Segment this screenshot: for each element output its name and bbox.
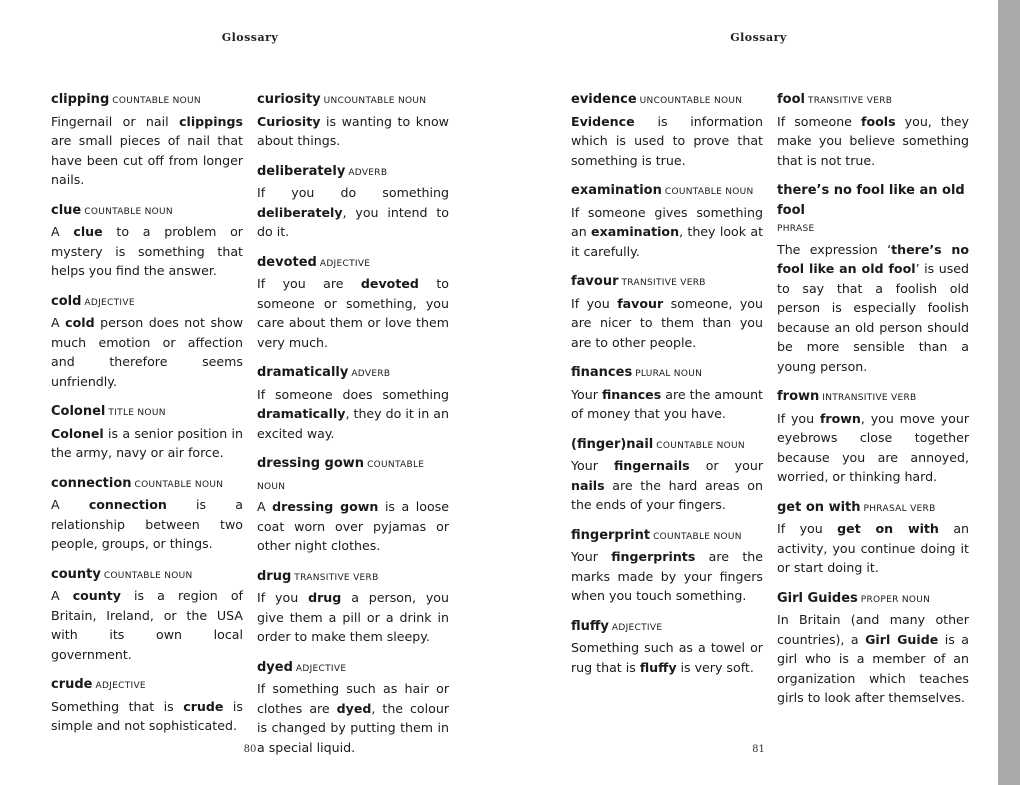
headword: county — [51, 566, 101, 582]
headword: connection — [51, 475, 132, 491]
definition: A connection is a relationship between two people, groups, or things. — [51, 497, 243, 551]
definition: Your fingerprints are the marks made by your fingers when you touch something. — [571, 549, 763, 603]
headword-line — [257, 253, 449, 275]
glossary-entry — [571, 617, 763, 678]
definition: The expression ‘there’s no fool like an old fool’ is used to say that a foolish old person is especially foolish because an old person should be more sensible than a young person. — [777, 241, 969, 374]
headword-line — [257, 162, 449, 184]
headword-line — [51, 565, 243, 587]
headword-line — [571, 90, 763, 112]
part-of-speech: COUNTABLE NOUN — [257, 460, 425, 492]
headword: dyed — [257, 659, 293, 675]
glossary-entry — [51, 402, 243, 463]
headword-line — [571, 363, 763, 385]
headword-line — [571, 272, 763, 294]
definition: Your fingernails or your nails are the hard areas on the ends of your fingers. — [571, 458, 763, 512]
definition: A county is a region of Britain, Ireland, or the USA with its own local government. — [51, 588, 243, 662]
part-of-speech: INTRANSITIVE VERB — [822, 393, 917, 403]
headword-line — [777, 387, 969, 409]
part-of-speech: UNCOUNTABLE NOUN — [323, 96, 427, 106]
definition: A cold person does not show much emotion or affection and therefore seems unfriendly. — [51, 315, 243, 389]
definition: If you drug a person, you give them a pill or a drink in order to make them sleepy. — [257, 590, 449, 644]
headword: favour — [571, 274, 619, 289]
part-of-speech: PHRASE — [777, 224, 815, 234]
part-of-speech: ADJECTIVE — [95, 681, 146, 691]
part-of-speech: ADJECTIVE — [611, 622, 663, 633]
definition: If you get on with an activity, you continue doing it or start doing it. — [777, 521, 970, 575]
glossary-entry — [51, 675, 243, 736]
definition: Evidence is information which is used to prove that something is true. — [571, 113, 763, 168]
glossary-entry — [257, 658, 449, 758]
glossary-entry — [777, 387, 969, 487]
glossary-entry — [777, 181, 969, 376]
definition: Colonel is a senior position in the army, navy or air force. — [51, 425, 243, 460]
glossary-entry — [777, 90, 969, 170]
glossary-entry — [51, 565, 243, 665]
headword-line — [257, 90, 449, 112]
part-of-speech: COUNTABLE NOUN — [103, 570, 193, 581]
headword: (finger)nail — [571, 436, 654, 452]
left-page — [0, 0, 500, 785]
part-of-speech: COUNTABLE NOUN — [653, 531, 742, 542]
part-of-speech: ADJECTIVE — [295, 663, 347, 674]
headword: Colonel — [51, 404, 106, 419]
glossary-entry — [257, 162, 449, 242]
glossary-entry — [571, 363, 763, 424]
headword: dramatically — [257, 365, 349, 380]
definition: If someone fools you, they make you believe something that is not true. — [777, 113, 969, 168]
definition: If someone gives something an examination, they look at it carefully. — [571, 204, 764, 259]
headword-line — [257, 658, 449, 680]
headword-line — [571, 617, 763, 639]
headword-line — [257, 363, 449, 385]
glossary-entry — [257, 90, 449, 151]
definition: Your finances are the amount of money that you have. — [571, 386, 763, 421]
headword-line — [51, 675, 243, 697]
glossary-entry — [571, 181, 763, 261]
headword: fluffy — [571, 618, 609, 634]
definition: If you frown, you move your eyebrows close together because you are annoyed, worried, or thinking hard. — [777, 410, 969, 484]
definition: In Britain (and many other countries), a Girl Guide is a girl who is a member of an organization which teaches girls to look after themselves. — [777, 612, 969, 705]
glossary-entry — [257, 253, 449, 353]
headword: Girl Guides — [777, 590, 858, 606]
glossary-entry — [257, 454, 449, 556]
glossary-entry — [51, 292, 243, 392]
headword-line — [51, 402, 243, 424]
right-page — [519, 0, 998, 785]
headword: devoted — [257, 254, 317, 270]
part-of-speech: COUNTABLE NOUN — [112, 96, 201, 106]
headword: crude — [51, 677, 93, 692]
window-edge-strip — [998, 0, 1020, 785]
part-of-speech: TRANSITIVE VERB — [294, 572, 379, 583]
headword-line — [777, 589, 969, 611]
part-of-speech: PROPER NOUN — [860, 594, 931, 605]
part-of-speech: TRANSITIVE VERB — [807, 96, 893, 106]
running-head: Glossary — [221, 31, 279, 44]
headword: fingerprint — [571, 527, 651, 543]
glossary-entry — [51, 90, 243, 190]
headword-line — [777, 90, 969, 112]
headword-line — [571, 181, 763, 203]
part-of-speech: ADVERB — [348, 167, 388, 178]
headword-line — [257, 454, 449, 497]
glossary-entry — [571, 526, 763, 606]
glossary-column — [571, 90, 763, 688]
headword: get on with — [777, 499, 861, 515]
part-of-speech: PHRASAL VERB — [863, 503, 936, 514]
glossary-entry — [257, 567, 449, 647]
definition: If something such as hair or clothes are dyed, the colour is changed by putting them in a special liquid. — [257, 681, 449, 755]
part-of-speech: ADVERB — [351, 369, 391, 379]
glossary-column — [777, 90, 969, 719]
definition: Something that is crude is simple and not sophisticated. — [51, 698, 243, 733]
definition: If you do something deliberately, you intend to do it. — [257, 185, 449, 239]
definition: Fingernail or nail clippings are small pieces of nail that have been cut off from longer nails. — [51, 113, 243, 187]
part-of-speech: PLURAL NOUN — [635, 369, 703, 379]
headword-line — [51, 474, 243, 496]
headword-line — [571, 526, 763, 548]
part-of-speech: TRANSITIVE VERB — [621, 278, 706, 288]
part-of-speech: COUNTABLE NOUN — [134, 479, 224, 490]
headword-line — [51, 201, 243, 223]
glossary-column — [51, 90, 243, 747]
headword: curiosity — [257, 92, 321, 107]
definition: A dressing gown is a loose coat worn over pyjamas or other night clothes. — [257, 499, 449, 553]
part-of-speech: ADJECTIVE — [319, 258, 371, 269]
part-of-speech: ADJECTIVE — [84, 297, 135, 308]
definition: Something such as a towel or rug that is fluffy is very soft. — [571, 640, 763, 675]
glossary-entry — [51, 201, 243, 281]
headword-line — [777, 181, 969, 240]
headword: drug — [257, 568, 292, 584]
glossary-entry — [777, 498, 969, 578]
headword: clipping — [51, 92, 110, 107]
headword: deliberately — [257, 163, 346, 179]
glossary-entry — [571, 435, 763, 515]
headword-line — [51, 292, 243, 314]
headword: fool — [777, 92, 805, 107]
definition: A clue to a problem or mystery is something that helps you find the answer. — [51, 224, 243, 278]
page-number: 80 — [243, 744, 257, 755]
definition: If someone does something dramatically, they do it in an excited way. — [257, 386, 449, 441]
definition: If you are devoted to someone or something, you care about them or love them very much. — [257, 276, 449, 350]
glossary-entry — [571, 90, 763, 170]
glossary-entry — [51, 474, 243, 554]
headword: examination — [571, 183, 662, 198]
headword: cold — [51, 293, 82, 309]
headword: clue — [51, 202, 82, 218]
page-number: 81 — [752, 744, 765, 755]
part-of-speech: COUNTABLE NOUN — [664, 187, 754, 197]
definition: If you favour someone, you are nicer to them than you are to other people. — [571, 295, 763, 350]
headword: frown — [777, 389, 820, 404]
glossary-column — [257, 90, 449, 768]
running-head: Glossary — [730, 31, 787, 44]
definition: Curiosity is wanting to know about things. — [257, 113, 449, 148]
headword-line — [571, 435, 763, 457]
glossary-entry — [777, 589, 969, 708]
part-of-speech: COUNTABLE NOUN — [656, 440, 745, 451]
headword-line — [257, 567, 449, 589]
headword: there’s no fool like an old fool — [777, 183, 965, 218]
headword-line — [51, 90, 243, 112]
part-of-speech: COUNTABLE NOUN — [84, 206, 173, 217]
headword-line — [777, 498, 969, 520]
headword: evidence — [571, 92, 637, 107]
glossary-entry — [257, 363, 449, 443]
part-of-speech: UNCOUNTABLE NOUN — [639, 96, 743, 106]
part-of-speech: TITLE NOUN — [108, 408, 166, 418]
headword: dressing gown — [257, 456, 365, 471]
headword: finances — [571, 365, 633, 380]
glossary-entry — [571, 272, 763, 352]
